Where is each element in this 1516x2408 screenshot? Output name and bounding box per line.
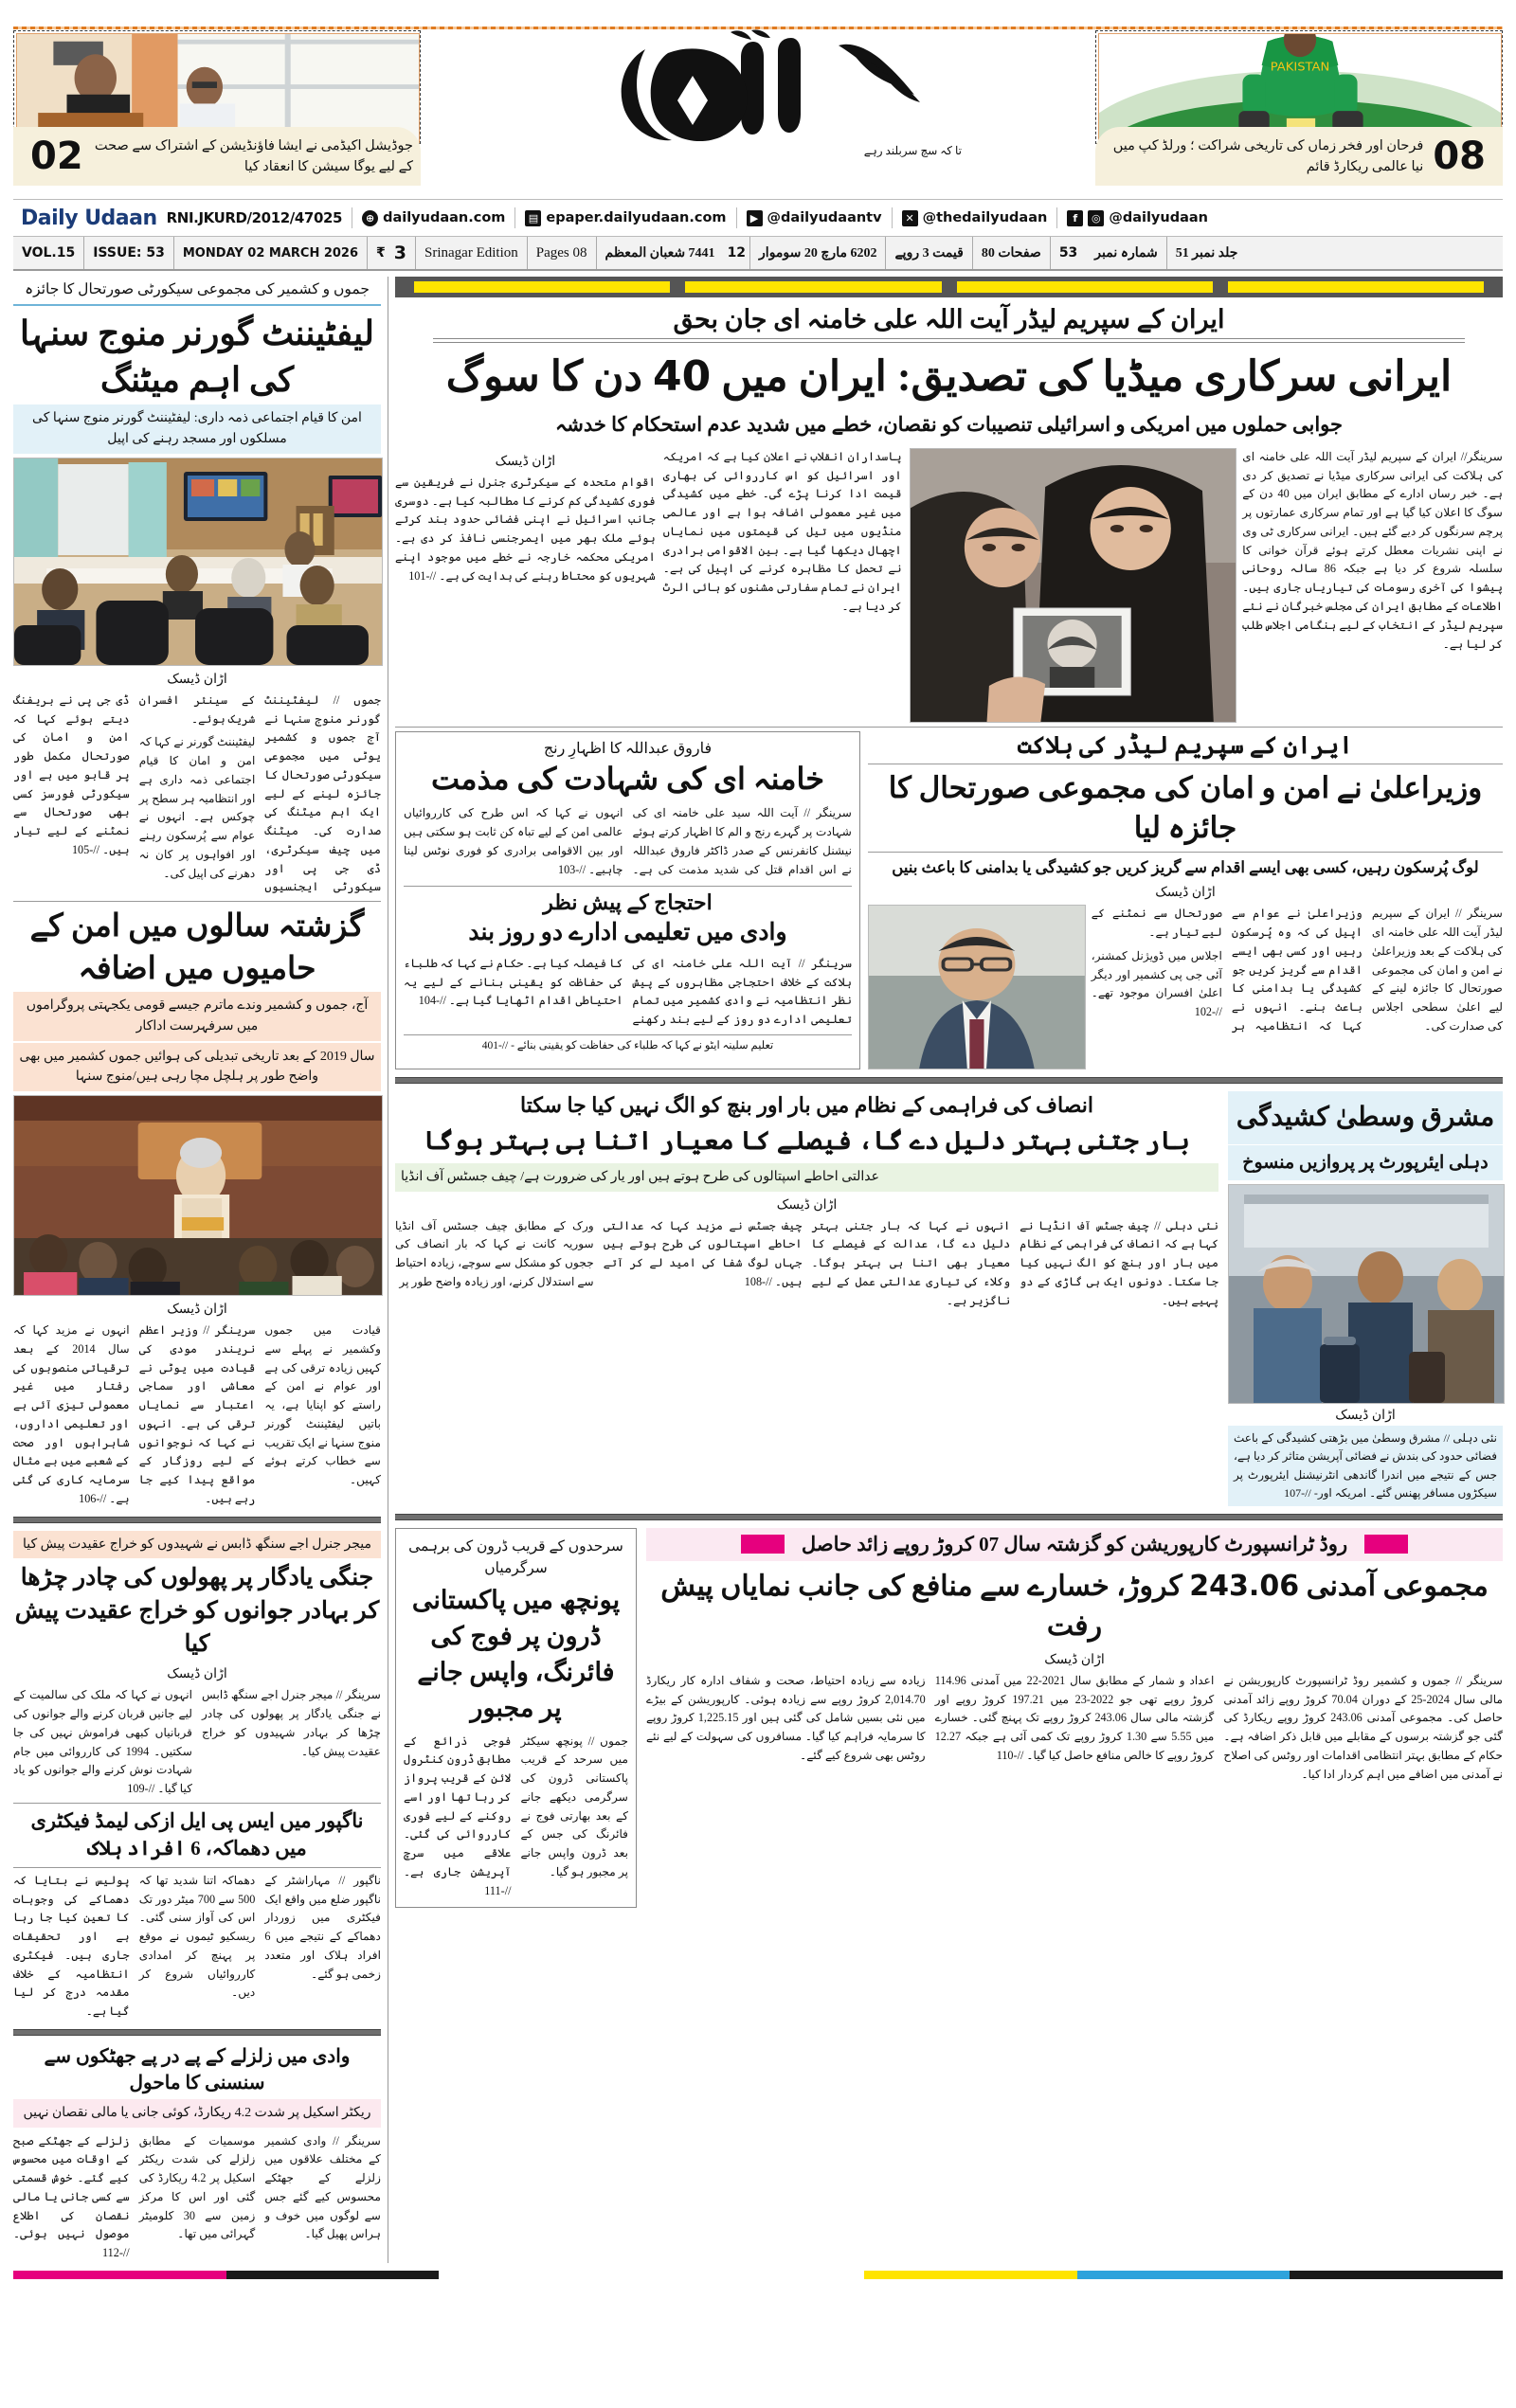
date-english: MONDAY 02 MARCH 2026 — [173, 237, 367, 269]
teaser-page-number-left: 02 — [30, 135, 83, 178]
box-farooq-protest[interactable] — [395, 731, 860, 1069]
divider — [1056, 207, 1057, 228]
logo-urdu-udaan — [554, 28, 962, 142]
paragraph: ناگپور // مہاراشٹر کے ناگپور ضلع میں واقع ایک فیکٹری میں زوردار دھماکے کے نتیجے میں 6 افراد ہلاک اور متعدد زخمی ہو گئے۔ — [264, 1873, 381, 1981]
decorative-yellow-bar — [395, 277, 1503, 297]
paragraph: سرینگر // جموں و کشمیر روڈ ٹرانسپورٹ کارپوریشن نے مالی سال 2024-25 کے دوران 70.04 کروڑ روپے زائد آمدنی حاصل کی۔ مجموعی آمدنی 243.06 کروڑ روپے ریکارڈ کی گئی جو گزشتہ برسوں کے مقابلے میں قابل ذکر اضافہ ہے۔ حکام کے مطابق بہتر انتظامی اقدامات اور روٹس کی اصلاح نے آمدنی میں اضافے میں اہم کردار ادا کیا۔ — [1223, 1673, 1503, 1781]
paragraph: اعداد و شمار کے مطابق سال 2021-22 میں آمدنی 114.96 کروڑ روپے تھی جو 2022-23 میں 197.21 کروڑ روپے اور گزشتہ مالی سال 243.06 کروڑ روپے تک پہنچ گئی۔ خسارے میں 5.55 سے 1.30 کروڑ روپے تک کمی آئی ہے جبکہ 12.27 کروڑ روپے کا خالص منافع حاصل کیا گیا۔ //-110 — [934, 1673, 1215, 1762]
airport-kicker: مشرق وسطیٰ کشیدگی — [1228, 1091, 1503, 1143]
logo-tagline: تا کہ سچ سربلند رہے — [863, 144, 962, 157]
paragraph: قیادت میں جموں وکشمیر نے پہلے سے کہیں زیادہ ترقی کی ہے اور عوام نے امن کے راستے کو اپنایا ہے، یہ باتیں لیفٹیننٹ گورنر منوج سنہا نے ایک تقریب سے خطاب کرتے ہوئے کہیں۔ — [264, 1323, 381, 1487]
facebook-icon: f — [1067, 210, 1083, 226]
brand-name: Daily Udaan — [21, 206, 157, 230]
social-links[interactable] — [1067, 210, 1208, 226]
rule — [433, 338, 1465, 343]
lead-headline-post: دن کا سوگ — [445, 353, 642, 400]
lg-meeting-photo — [13, 458, 383, 666]
paragraph: انہوں نے مزید کہا کہ سال 2014 کے بعد ترقیاتی منصوبوں کی رفتار میں غیر معمولی تیزی آئی ہے اور تعلیمی اداروں، شاہراہوں اور صحت کے شعبے میں بے مثال سرمایہ کاری کی گئی ہے۔ //-106 — [13, 1323, 130, 1505]
section-separator — [395, 1514, 1503, 1520]
epaper-link[interactable] — [525, 210, 726, 226]
lg-meeting-kicker: جموں و کشمیر کی مجموعی سیکورٹی صورتحال کا جائزہ — [25, 281, 370, 297]
judiciary-body — [395, 1217, 1218, 1311]
protest-footnote: تعلیم سلینہ ایٹو نے کہا کہ طلباء کی حفاظت کو یقینی بنائے - //-104 — [404, 1034, 852, 1051]
twitter-handle: @thedailyudaan — [922, 210, 1048, 225]
memorial-strap: میجر جنرل اجے سنگھ ڈابس نے شہیدوں کو خراج عقیدت پیش کیا — [13, 1531, 381, 1559]
paragraph: دھماکہ اتنا شدید تھا کہ 500 سے 700 میٹر دور تک اس کی آواز سنی گئی۔ ریسکیو ٹیموں نے موقع پر پہنچ کر امدادی کارروائیاں شروع کر دیں۔ — [138, 1873, 256, 2000]
article-cm-review[interactable] — [868, 731, 1503, 1069]
quake-headline: وادی میں زلزلے کے پے در پے جھٹکوں سے سنسنی کا ماحول — [44, 2045, 351, 2094]
hijri-day: 12 — [727, 245, 747, 261]
brand-bar — [13, 199, 1503, 237]
paragraph: سرینگر // وزیر اعظم نریندر مودی کی قیادت میں یوٹی نے معاشی اور سماجی اعتبار سے نمایاں ترقی کی ہے۔ انہوں نے کہا کہ نوجوانوں کے لیے روزگار کے مواقع پیدا کیے جا رہے ہیں۔ — [138, 1323, 256, 1505]
airport-headline: دہلی ایئرپورٹ پر پروازیں منسوخ — [1228, 1145, 1503, 1180]
device-icon: ▤ — [525, 210, 541, 226]
divider — [395, 727, 1503, 728]
section-separator — [13, 1517, 381, 1523]
paragraph: سرینگر // ایران کے سپریم لیڈر آیت اللہ علی خامنہ ای کی ہلاکت کے بعد وزیراعلیٰ نے امن و امان کی مجموعی صورتحال کا جائزہ لینے کے لیے اعلیٰ سطحی اجلاس کی صدارت کی۔ — [1371, 907, 1503, 1033]
teaser-text-right: فرحان اور فخر زماں کی تاریخی شراکت ؛ ورلڈ کپ میں نیا عالمی ریکارڈ قائم — [1112, 137, 1424, 174]
lead-headline-number: 40 — [653, 352, 712, 401]
transport-banner: روڈ ٹرانسپورٹ کارپوریشن کو گزشتہ سال 70 کروڑ روپے زائد حاصل — [801, 1532, 1348, 1555]
article-drone[interactable] — [395, 1528, 637, 1909]
paragraph: فوجی ذرائع کے مطابق ڈرون کنٹرول لائن کے قریب پرواز کر رہا تھا اور اسے روکنے کے لیے فوری کارروائی کی گئی۔ علاقے میں سرچ آپریشن جاری ہے۔ //-111 — [404, 1734, 512, 1897]
nagpur-headline: ناگپور میں ایس پی ایل ازکی لیمڈ فیکٹری میں دھماکہ، 6 افراد ہلاک — [30, 1809, 364, 1860]
memorial-headline: جنگی یادگار پر پھولوں کی چادر چڑھا کر بہادر جوانوں کو خراج عقیدت پیش کیا — [14, 1565, 380, 1658]
paragraph: لیفٹیننٹ گورنر نے کہا کہ امن و امان کا قیام اجتماعی ذمہ داری ہے اور انتظامیہ ہر سطح پر چوکس ہے۔ انہوں نے عوام سے پُرسکون رہنے اور افواہوں پر کان نہ دھرنے کی اپیل کی۔ — [138, 735, 256, 880]
divider — [13, 901, 381, 902]
judiciary-headline-1: انصاف کی فراہمی کے نظام میں بار اور بنچ کو الگ نہیں کیا جا سکتا — [520, 1093, 1093, 1118]
article-peace-supporters[interactable] — [13, 906, 381, 1509]
quake-body — [13, 2132, 381, 2263]
paragraph: اقوام متحدہ کے سیکرٹری جنرل نے فریقین سے فوری کشیدگی کم کرنے کا مطالبہ کیا ہے۔ دوسری جانب اسرائیل نے اپنی فضائی حدود بند کرتے ہوئے ملک بھر میں ایمرجنسی نافذ کر دی ہے۔ امریکی محکمہ خارجہ نے خطے میں موجود اپنے شہریوں کو محتاط رہنے کی ہدایت کی ہے۔ //-101 — [395, 475, 656, 583]
drone-body — [404, 1733, 628, 1901]
paragraph: زلزلے کے جھٹکے صبح کے اوقات میں محسوس کیے گئے۔ خوش قسمتی سے کسی جانی یا مالی نقصان کی اطلاع موصول نہیں ہوئی۔ //-112 — [13, 2133, 130, 2260]
divider — [13, 1867, 381, 1868]
lg-meeting-body — [13, 692, 381, 897]
yellow-dash — [414, 281, 670, 293]
lead-subhead: جوابی حملوں میں امریکی و اسرائیلی تنصیبات کو نقصان، خطے میں شدید عدم استحکام کا خدشہ — [554, 413, 1344, 437]
protest-headline-1: احتجاج کے پیش نظر — [543, 890, 713, 915]
magenta-block-icon — [1364, 1535, 1408, 1554]
drone-headline: پونچھ میں پاکستانی ڈرون پر فوج کی فائرنگ، واپس جانے پر مجبور — [411, 1586, 621, 1722]
lead-body-mid — [663, 448, 902, 617]
cm-kicker: ایران کے سپریم لیڈر کی ہلاکت — [1018, 732, 1353, 759]
right-column — [395, 277, 1503, 2263]
teaser-page-number-right: 08 — [1433, 135, 1486, 178]
youtube-handle: @dailyudaantv — [767, 210, 882, 225]
issue-urdu-number: 53 — [1050, 237, 1086, 269]
lg-meeting-headline: لیفٹیننٹ گورنر منوج سنہا کی اہم میٹنگ — [20, 314, 374, 399]
teaser-page-08[interactable] — [1095, 30, 1503, 186]
section-separator — [395, 1077, 1503, 1084]
article-airport[interactable] — [1228, 1091, 1503, 1506]
paragraph: سرینگر // وادی کشمیر کے مختلف علاقوں میں زلزلے کے جھٹکے محسوس کیے گئے جس سے لوگوں میں خوف و ہراس پھیل گیا۔ — [264, 2133, 381, 2241]
transport-body — [646, 1672, 1503, 1785]
lg-meeting-byline: اڑان ڈیسک — [167, 672, 227, 687]
peace-strap: سال 2019 کے بعد تاریخی تبدیلی کی ہوائیں جموں کشمیر میں بھی واضح طور پر ہلچل مچا رہی ہیں/منوج سنہا — [13, 1043, 381, 1091]
globe-icon: ⊕ — [362, 210, 378, 226]
epaper-url: epaper.dailyudaan.com — [546, 210, 727, 225]
hijri-date: 1447 شعبان المعظم — [596, 237, 724, 269]
transport-byline: اڑان ڈیسک — [1044, 1652, 1105, 1667]
divider — [514, 207, 515, 228]
cm-body — [1092, 905, 1503, 1035]
yellow-dash — [685, 281, 941, 293]
paragraph: سرینگر // میجر جنرل اجے سنگھ ڈابس نے جنگی یادگار پر پھولوں کی چادر چڑھا کر بہادر شہیدوں کو خراج عقیدت پیش کیا۔ — [202, 1688, 381, 1758]
judiciary-byline: اڑان ڈیسک — [776, 1197, 838, 1213]
cm-subhead: لوگ پُرسکون رہیں، کسی بھی ایسے اقدام سے گریز کریں جو کشیدگی یا بدامنی کا باعث بنیں — [892, 857, 1479, 876]
divider — [13, 1803, 381, 1804]
price-urdu: قیمت 3 روپے — [885, 237, 971, 269]
lg-meeting-strap: امن کا قیام اجتماعی ذمہ داری: لیفٹیننٹ گورنر منوج سنہا کی مسلکوں اور مسجد رہنے کی اپیل — [13, 404, 381, 453]
paragraph: چیف جسٹس نے مزید کہا کہ عدالتی احاطے اسپتالوں کی طرح ہوتے ہیں جہاں لوگ شفا کی امید لے کر آتے ہیں۔ //-108 — [603, 1218, 803, 1288]
cm-photo — [868, 905, 1086, 1069]
issue-urdu-label: شمارہ نمبر — [1094, 245, 1158, 261]
paragraph: زیادہ سے زیادہ احتیاط، صحت و شفاف ادارہ کار ریکارڈ 2,014.70 کروڑ روپے سے زیادہ ہوئی۔ کارپوریشن کے بیڑے میں نئی بسیں شامل کی گئی ہیں اور 1,225.15 کروڑ روپے کا سرمایہ فراہم کیا گیا۔ مسافروں کی سہولت کے لیے نئے روٹس بھی شروع کیے گئے۔ — [646, 1673, 926, 1762]
article-lead-khamenei[interactable] — [395, 305, 1503, 723]
top-teaser-strip — [13, 0, 1503, 199]
paragraph: سرینگر // آیت اللہ سید علی خامنہ ای کی شہادت پر گہرے رنج و الم کا اظہار کرتے ہوئے نیشنل کانفرنس کے صدر ڈاکٹر فاروق عبداللہ نے اس اقدام قتل کی شدید مذمت کی ہے۔ انہوں نے کہا کہ اس طرح کی کارروائیاں عالمی امن کے لیے تباہ کن ثابت ہو سکتی ہیں اور بین الاقوامی برادری کو فوری نوٹس لینا چاہیے۔ //-103 — [404, 806, 852, 876]
rni-number: RNI.JKURD/2012/47025 — [166, 209, 343, 226]
edition-name: Srinagar Edition — [415, 237, 527, 269]
paragraph: پولیس نے بتایا کہ دھماکے کی وجوہات کا تعین کیا جا رہا ہے اور تحقیقات جاری ہیں۔ فیکٹری انتظامیہ کے خلاف مقدمہ درج کر لیا گیا ہے۔ — [13, 1873, 130, 2019]
instagram-icon: ◎ — [1088, 210, 1104, 226]
paragraph: نئی دہلی // چیف جسٹس آف انڈیا نے کہا ہے کہ انصاف کی فراہمی کے نظام میں بار اور بنچ کو الگ نہیں کیا جا سکتا۔ دونوں ایک ہی گاڑی کے دو پہیے ہیں۔ — [1020, 1218, 1218, 1307]
peace-body — [13, 1321, 381, 1509]
date-urdu: 2026 مارچ 02 سوموار — [749, 237, 885, 269]
divider — [736, 207, 737, 228]
masthead-logo — [554, 28, 962, 158]
paragraph: سرینگر// ایران کے سپریم لیڈر آیت اللہ علی خامنہ ای کی ہلاکت کی ایرانی سرکاری میڈیا نے تصدیق کر دی ہے۔ خبر رساں ادارے کے مطابق ایران میں 40 دن کے سوگ کا اعلان کیا گیا ہے اور تمام سرکاری عمارتوں پر پرچم سرنگوں کر دیے گئے ہیں۔ ایرانی سرکاری ٹی وی نے اپنی نشریات معطل کرتے ہوئے قرآن خوانی کا سلسلہ شروع کر دیا ہے جبکہ 86 سالہ روحانی پیشوا کی آخری رسومات کی تیاریاں جاری ہیں۔ اطلاعات کے مطابق ایران کی مجلس خبرگان نے نئے سپریم لیڈر کے انتخاب کے لیے ہنگامی اجلاس طلب کر لیا ہے۔ — [1242, 449, 1503, 651]
paragraph: ڈی جی پی نے بریفنگ دیتے ہوئے کہا کہ امن و امان کی صورتحال مکمل طور پر قابو میں ہے اور سیکورٹی فورسز کسی بھی صورتحال سے نمٹنے کے لیے تیار ہیں۔ //-105 — [13, 692, 130, 856]
teaser-text-left: جوڈیشل اکیڈمی نے ایشا فاؤنڈیشن کے اشتراک سے صحت کے لیے یوگا سیشن کا انعقاد کیا — [94, 137, 413, 174]
youtube-link[interactable] — [747, 210, 882, 226]
article-war-memorial[interactable] — [13, 1531, 381, 1799]
yellow-dash — [1228, 281, 1484, 293]
article-nagpur-blast[interactable] — [13, 1807, 381, 2022]
paragraph: جموں // پونچھ سیکٹر میں سرحد کے قریب پاکستانی ڈرون کی سرگرمی دیکھے جانے کے بعد بھارتی فوج نے فائرنگ کی جس کے بعد ڈرون واپس جانے پر مجبور ہو گیا۔ — [520, 1734, 628, 1878]
paragraph: موسمیات کے مطابق زلزلے کی شدت ریکٹر اسکیل پر 4.2 ریکارڈ کی گئی اور اس کا مرکز زمین سے 30 کلومیٹر گہرائی میں تھا۔ — [138, 2133, 256, 2241]
lead-byline: اڑان ڈیسک — [495, 454, 556, 469]
protest-body — [404, 955, 852, 1030]
article-earthquake[interactable] — [13, 2043, 381, 2263]
lead-kicker: ایران کے سپریم لیڈر آیت اللہ علی خامنہ ای جان بحق — [673, 305, 1225, 333]
paragraph: انہوں نے کہا کہ بار جتنی بہتر دلیل دے گا، عدالت کے فیصلے کا معیار بھی اتنا ہی بہتر ہوگا۔ وکلاء کی تیاری عدالتی عمل کے لیے ناگزیر ہے۔ — [811, 1218, 1011, 1307]
website-url: dailyudaan.com — [383, 210, 506, 225]
peace-headline: گزشتہ سالوں میں امن کے حامیوں میں اضافہ — [29, 909, 365, 986]
paragraph: انہوں نے کہا کہ ملک کی سالمیت کے لیے جانیں قربان کرنے والے جوانوں کی قربانیاں کبھی فراموش نہیں کی جا سکتیں۔ 1994 کی کارروائی میں جام شہادت نوش کرنے والے جوانوں کو یاد کیا گیا۔ //-109 — [13, 1688, 192, 1796]
cm-headline: وزیراعلیٰ نے امن و امان کی مجموعی صورتحال کا جائزہ لیا — [888, 770, 1483, 844]
rule — [868, 852, 1503, 853]
transport-headline-pre: مجموعی آمدنی — [1306, 1570, 1489, 1602]
peace-photo — [13, 1095, 383, 1296]
divider — [892, 207, 893, 228]
price-symbol: ₹ — [367, 237, 394, 269]
volume: VOL.15 — [22, 245, 76, 261]
transport-headline — [646, 1567, 1503, 1646]
youtube-icon: ▶ — [747, 210, 763, 226]
article-judiciary[interactable] — [395, 1091, 1218, 1506]
lead-headline — [395, 349, 1503, 404]
peace-byline: اڑان ڈیسک — [167, 1303, 227, 1318]
paragraph: ورک کے مطابق چیف جسٹس آف انڈیا سوریہ کانت نے کہا کہ بار انصاف کی ججوں کو مشکل سے سوچے، زیادہ احتیاط سے استدلال کرنے، اور زیادہ واضح طور پر — [395, 1218, 594, 1288]
lead-body-right — [1242, 448, 1503, 654]
main-content-grid — [13, 277, 1503, 2263]
lead-headline-pre: ایرانی سرکاری میڈیا کی تصدیق: ایران میں — [721, 353, 1453, 400]
facebook-insta-handle: @dailyudaan — [1109, 210, 1208, 225]
quake-kicker: ریکٹر اسکیل پر شدت 4.2 ریکارڈ، کوئی جانی یا مالی نقصان نہیں — [13, 2099, 381, 2128]
airport-photo — [1228, 1184, 1505, 1404]
article-transport[interactable] — [646, 1528, 1503, 1909]
rule — [13, 304, 381, 306]
paragraph: پاسداران انقلاب نے اعلان کیا ہے کہ امریکہ اور اسرائیل کو اس کارروائی کی بھاری قیمت ادا کرنا پڑے گی۔ خطے میں کشیدگی میں غیر معمولی اضافہ ہوا ہے اور عالمی منڈیوں میں تیل کی قیمتوں میں نمایاں اچھال دیکھا گیا ہے۔ بین الاقوامی برادری نے تحمل کا مظاہرہ کرنے کی اپیل کی ہے۔ ایران نے تمام سفارتی مشنوں کو ہائی الرٹ کر دیا ہے۔ — [662, 449, 902, 614]
teaser-page-02[interactable] — [13, 30, 421, 186]
farooq-body — [404, 804, 852, 882]
airport-byline: اڑان ڈیسک — [1335, 1409, 1396, 1424]
svg-text:PAKISTAN: PAKISTAN — [1270, 60, 1330, 75]
article-lg-meeting[interactable] — [13, 279, 381, 897]
issue-number: ISSUE: 53 — [83, 237, 173, 269]
airport-caption: نئی دہلی // مشرق وسطیٰ میں بڑھتی کشیدگی کے باعث فضائی حدود کی بندش نے فضائی آپریشن متاثر کر دیا ہے، جس کے نتیجے میں اندرا گاندھی انٹرنیشنل ایئرپورٹ پر سیکڑوں مسافر پھنس گئے۔ امریکہ اور- //-107 — [1228, 1426, 1503, 1506]
info-bar — [13, 237, 1503, 271]
price-value: 3 — [393, 243, 407, 263]
magenta-block-icon — [741, 1535, 785, 1554]
paragraph: سرینگر // آیت اللہ علی خامنہ ای کی ہلاکت کے خلاف احتجاجی مظاہروں کے پیش نظر انتظامیہ نے وادی کشمیر میں تمام تعلیمی ادارے دو روز کے لیے بند رکھنے کا فیصلہ کیا ہے۔ حکام نے کہا کہ طلباء کی حفاظت کو یقینی بنانے کے لیے یہ احتیاطی اقدام اٹھایا گیا ہے۔ //-104 — [404, 956, 852, 1027]
nagpur-body — [13, 1872, 381, 2022]
judiciary-headline-2: بار جتنی بہتر دلیل دے گا، فیصلے کا معیار اتنا ہی بہتر ہوگا — [424, 1126, 1190, 1156]
bottom-color-strip — [13, 2271, 1503, 2279]
website-link[interactable] — [362, 210, 505, 226]
lead-body-left — [395, 474, 656, 586]
yellow-dash — [957, 281, 1213, 293]
paragraph: وزیراعلیٰ نے عوام سے اپیل کی کہ وہ پُرسکون رہیں اور کسی بھی ایسے اقدام سے گریز کریں جو کشیدگی یا بدامنی کا باعث بنے۔ انہوں نے کہا کہ انتظامیہ ہر صورتحال سے نمٹنے کے لیے تیار ہے۔ — [1091, 907, 1363, 1033]
volume-urdu: جلد نمبر 15 — [1166, 237, 1247, 269]
transport-headline-post: کروڑ، خسارے سے منافع کی جانب نمایاں پیش رفت — [660, 1570, 1182, 1642]
drone-kicker: سرحدوں کے قریب ڈرون کی برہمی سرگرمیاں — [408, 1537, 623, 1577]
transport-headline-number: 243.06 — [1189, 1569, 1300, 1603]
protest-headline-2: وادی میں تعلیمی ادارے دو روز بند — [468, 920, 787, 946]
cm-byline: اڑان ڈیسک — [1155, 886, 1216, 901]
paragraph: جموں // لیفٹیننٹ گورنر منوج سنہا نے آج جموں و کشمیر یوٹی میں مجموعی سیکورٹی صورتحال کا جائزہ لینے کے لیے ایک اہم میٹنگ کی صدارت کی۔ میٹنگ میں چیف سیکرٹری، ڈی جی پی اور سیکورٹی ایجنسیوں کے سینئر افسران شریک ہوئے۔ — [138, 692, 381, 894]
transport-banner-row — [646, 1528, 1503, 1561]
pages-english: Pages 08 — [527, 237, 596, 269]
farooq-kicker: فاروق عبداللہ کا اظہارِ رنج — [543, 740, 713, 757]
farooq-headline: خامنہ ای کی شہادت کی مذمت — [430, 761, 824, 796]
divider — [404, 886, 852, 887]
twitter-link[interactable] — [902, 210, 1048, 226]
memorial-body — [13, 1686, 381, 1799]
peace-kicker: آج، جموں و کشمیر وندے ماترم جیسے قومی یکجہتی پروگراموں میں سرفہرست اداکار — [13, 992, 381, 1040]
memorial-byline: اڑان ڈیسک — [167, 1667, 227, 1682]
section-separator — [13, 2029, 381, 2036]
paragraph: اجلاس میں ڈویژنل کمشنر، آئی جی پی کشمیر اور دیگر اعلیٰ افسران موجود تھے۔ //-102 — [1091, 948, 1222, 1019]
lead-photo-mourning — [910, 448, 1237, 723]
pages-urdu: صفحات 08 — [972, 237, 1050, 269]
x-twitter-icon: ✕ — [902, 210, 918, 226]
left-column — [13, 277, 381, 2263]
judiciary-strap: عدالتی احاطے اسپتالوں کی طرح ہوتے ہیں اور یار کی ضرورت ہے/ چیف جسٹس آف انڈیا — [395, 1163, 1218, 1192]
